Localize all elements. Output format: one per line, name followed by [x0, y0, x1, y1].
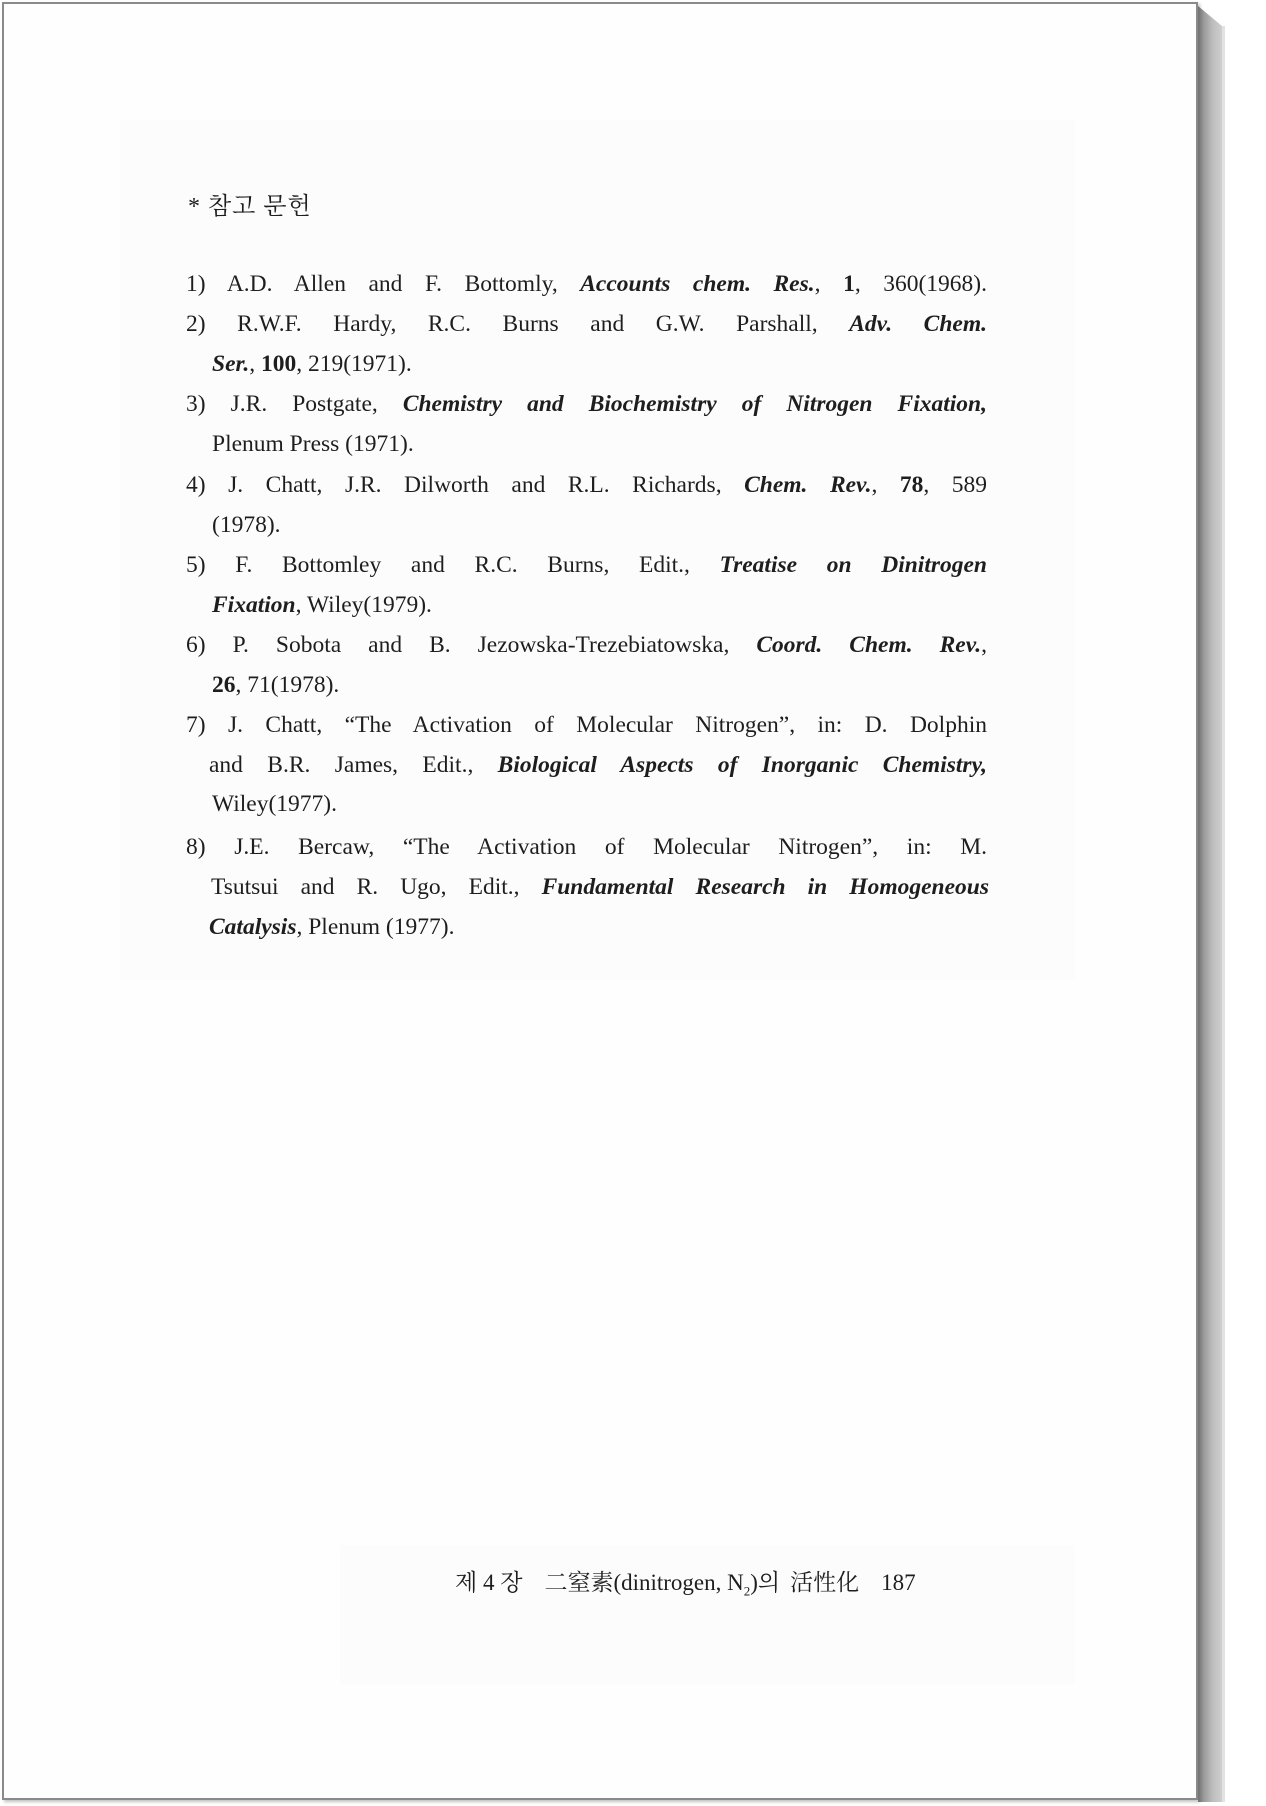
reference-8-line-2	[211, 872, 989, 902]
reference-2-line-2	[212, 349, 412, 379]
reference-5-line-1	[186, 550, 987, 580]
reference-text: R.W.F. Hardy, R.C. Burns and G.W. Parshall,	[237, 311, 850, 337]
book-title: Treatise on Dinitrogen	[719, 552, 988, 578]
reference-text: J. Chatt, J.R. Dilworth and R.L. Richards,	[228, 472, 745, 498]
book-title: Catalysis	[209, 914, 297, 940]
reference-text: P. Sobota and B. Jezowska-Trezebiatowska,	[232, 632, 757, 658]
reference-text: , 219(1971).	[296, 351, 412, 377]
reference-number: 5)	[186, 552, 206, 578]
volume-number: 78	[899, 472, 924, 498]
reference-text: , 360(1968).	[854, 271, 987, 297]
reference-text: ,	[981, 632, 987, 658]
reference-text: Wiley(1977).	[212, 791, 338, 817]
volume-number: 100	[260, 351, 297, 377]
reference-text: Plenum Press (1971).	[212, 431, 414, 457]
reference-7-line-1	[186, 710, 987, 740]
book-title: Fixation	[212, 592, 296, 618]
volume-number: 1	[843, 271, 855, 297]
chapter-label: 제 4 장	[455, 1570, 523, 1595]
journal-name: Chem. Rev.	[744, 472, 872, 498]
reference-7-line-3	[212, 789, 337, 819]
reference-text: , Wiley(1979).	[295, 592, 432, 618]
reference-number: 7)	[186, 712, 206, 738]
book-title: Chemistry and Biochemistry of Nitrogen Fixation,	[402, 391, 987, 417]
reference-text: , Plenum (1977).	[296, 914, 455, 940]
reference-6-line-1	[186, 630, 987, 660]
chapter-title-paren: (dinitrogen, N	[613, 1570, 744, 1595]
reference-number: 3)	[186, 391, 206, 417]
chapter-title-cjk: 二窒素	[544, 1570, 614, 1595]
journal-name: Coord. Chem. Rev.	[756, 632, 982, 658]
page-number: 187	[881, 1570, 916, 1595]
reference-text: J.E. Bercaw, “The Activation of Molecular Nitrogen”, in: M.	[234, 834, 987, 860]
reference-4-line-2	[212, 510, 281, 540]
page-footer	[455, 1564, 916, 1600]
reference-text: , 589	[923, 472, 988, 498]
reference-8-line-1	[186, 832, 987, 862]
reference-number: 2)	[186, 311, 206, 337]
reference-number: 8)	[186, 834, 206, 860]
chapter-title-close: )의	[750, 1570, 781, 1595]
journal-name: Adv. Chem.	[849, 311, 988, 337]
references-heading: * 참고 문헌	[188, 194, 312, 220]
reference-text: F. Bottomley and R.C. Burns, Edit.,	[235, 552, 720, 578]
reference-8-line-3	[209, 912, 454, 942]
reference-number: 1)	[186, 271, 206, 297]
reference-text: J. Chatt, “The Activation of Molecular Nitrogen”, in: D. Dolphin	[227, 712, 987, 738]
reference-text: Tsutsui and R. Ugo, Edit.,	[211, 874, 542, 900]
chapter-title-tail: 活性化	[790, 1570, 860, 1595]
reference-text: (1978).	[212, 512, 281, 538]
reference-text: A.D. Allen and F. Bottomly,	[226, 271, 581, 297]
reference-3-line-1	[186, 389, 987, 419]
journal-name: Accounts chem. Res.	[580, 271, 815, 297]
reference-2-line-1	[186, 309, 987, 339]
book-title: Fundamental Research in Homogeneous	[541, 874, 989, 900]
reference-text: ,	[814, 271, 844, 297]
reference-text: ,	[249, 351, 261, 377]
reference-7-line-2	[209, 750, 987, 780]
reference-text: ,	[871, 472, 900, 498]
reference-1-line-1	[186, 269, 987, 299]
subscript: 2	[743, 1583, 751, 1599]
reference-text: J.R. Postgate,	[230, 391, 403, 417]
reference-text: , 71(1978).	[235, 672, 340, 698]
reference-5-line-2	[212, 590, 432, 620]
book-title: Biological Aspects of Inorganic Chemistry,	[497, 752, 987, 778]
volume-number: 26	[212, 672, 236, 698]
reference-number: 6)	[186, 632, 206, 658]
journal-name: Ser.	[212, 351, 250, 377]
reference-text: and B.R. James, Edit.,	[209, 752, 498, 778]
reference-6-line-2	[212, 670, 339, 700]
reference-number: 4)	[186, 472, 206, 498]
reference-4-line-1	[186, 470, 987, 500]
reference-3-line-2	[212, 429, 414, 459]
